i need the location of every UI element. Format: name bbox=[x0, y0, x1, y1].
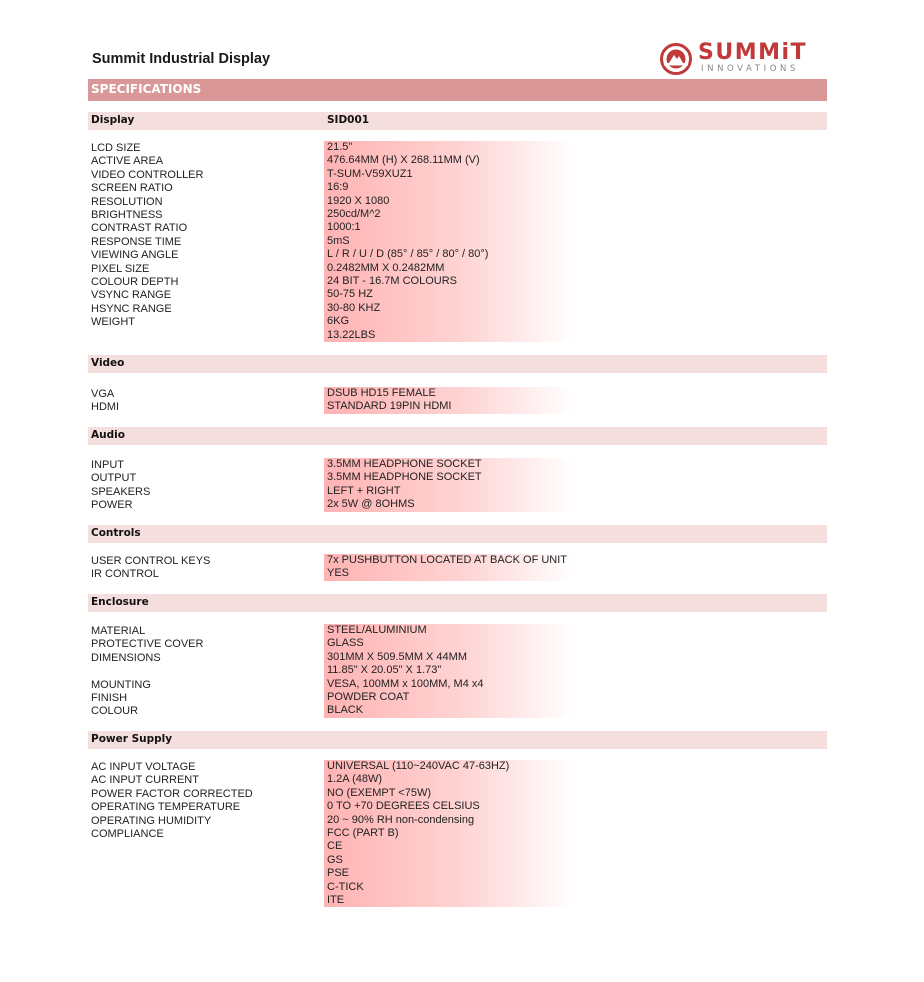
section-header-enclosure bbox=[88, 594, 827, 612]
spec-value: 7x PUSHBUTTON LOCATED AT BACK OF UNIT bbox=[327, 554, 568, 566]
spec-value: 20 ~ 90% RH non-condensing bbox=[327, 813, 475, 826]
spec-value: UNIVERSAL (110~240VAC 47-63HZ) bbox=[327, 760, 510, 772]
section-header-display bbox=[88, 112, 827, 130]
spec-label: FINISH bbox=[91, 692, 128, 704]
spec-value: STEEL/ALUMINIUM bbox=[327, 624, 427, 636]
spec-value: DSUB HD15 FEMALE bbox=[327, 387, 436, 399]
specifications-heading: SPECIFICATIONS bbox=[91, 82, 202, 96]
logo-subtext: INNOVATIONS bbox=[701, 64, 799, 74]
spec-label: BRIGHTNESS bbox=[91, 209, 163, 221]
spec-value: T-SUM-V59XUZ1 bbox=[327, 167, 413, 180]
spec-value: 13.22LBS bbox=[327, 328, 376, 341]
spec-label: OUTPUT bbox=[91, 472, 137, 485]
spec-label: MATERIAL bbox=[91, 625, 146, 637]
summit-logo bbox=[660, 42, 822, 76]
spec-value: 3.5MM HEADPHONE SOCKET bbox=[327, 471, 482, 484]
spec-value: STANDARD 19PIN HDMI bbox=[327, 400, 452, 413]
section-title: Audio bbox=[91, 429, 125, 441]
spec-value: CE bbox=[327, 840, 343, 853]
spec-value: 301MM X 509.5MM X 44MM bbox=[327, 650, 467, 663]
spec-label: POWER bbox=[91, 499, 133, 512]
model-number: SID001 bbox=[327, 114, 370, 126]
spec-label: VGA bbox=[91, 388, 115, 400]
section-title: Enclosure bbox=[91, 596, 149, 608]
spec-value: 11.85" X 20.05" X 1.73" bbox=[327, 664, 442, 677]
spec-value: VESA, 100MM x 100MM, M4 x4 bbox=[327, 677, 484, 690]
spec-label: OPERATING TEMPERATURE bbox=[91, 801, 241, 814]
spec-label: HSYNC RANGE bbox=[91, 302, 172, 315]
spec-label: COMPLIANCE bbox=[91, 828, 164, 840]
spec-value: 30-80 KHZ bbox=[327, 301, 381, 314]
spec-label: SCREEN RATIO bbox=[91, 182, 173, 195]
spec-label: VSYNC RANGE bbox=[91, 289, 172, 302]
spec-value: 0 TO +70 DEGREES CELSIUS bbox=[327, 800, 480, 813]
spec-label: WEIGHT bbox=[91, 316, 135, 329]
spec-label: ACTIVE AREA bbox=[91, 155, 164, 168]
spec-value: 1.2A (48W) bbox=[327, 773, 383, 786]
spec-label: PIXEL SIZE bbox=[91, 262, 150, 275]
spec-label: INPUT bbox=[91, 459, 124, 471]
section-title: Video bbox=[91, 357, 125, 369]
spec-value: GS bbox=[327, 853, 343, 866]
spec-value: C-TICK bbox=[327, 880, 364, 893]
section-title: Display bbox=[91, 114, 135, 126]
spec-value: ITE bbox=[327, 894, 345, 907]
spec-label: RESPONSE TIME bbox=[91, 235, 182, 248]
spec-value: 1920 X 1080 bbox=[327, 194, 390, 207]
spec-label: CONTRAST RATIO bbox=[91, 222, 188, 235]
spec-value: NO (EXEMPT <75W) bbox=[327, 786, 432, 799]
section-header-audio bbox=[88, 427, 827, 445]
spec-value-block bbox=[324, 458, 574, 512]
spec-value: 6KG bbox=[327, 315, 350, 328]
spec-label: HDMI bbox=[91, 401, 120, 414]
spec-label: VIDEO CONTROLLER bbox=[91, 168, 204, 181]
spec-value: 50-75 HZ bbox=[327, 288, 373, 301]
spec-label: POWER FACTOR CORRECTED bbox=[91, 787, 253, 800]
spec-value-block bbox=[324, 624, 574, 718]
spec-value-block bbox=[324, 554, 574, 581]
spec-value: 24 BIT - 16.7M COLOURS bbox=[327, 275, 458, 288]
spec-value: 3.5MM HEADPHONE SOCKET bbox=[327, 458, 482, 470]
document-title: Summit Industrial Display bbox=[92, 51, 271, 67]
spec-value: LEFT + RIGHT bbox=[327, 484, 401, 497]
spec-label: SPEAKERS bbox=[91, 485, 151, 498]
specifications-banner bbox=[88, 79, 827, 101]
spec-value: 16:9 bbox=[327, 181, 349, 194]
spec-value: 0.2482MM X 0.2482MM bbox=[327, 261, 445, 274]
spec-label: COLOUR DEPTH bbox=[91, 276, 179, 288]
spec-label: COLOUR bbox=[91, 705, 139, 718]
spec-value: 1000:1 bbox=[327, 221, 361, 234]
section-header-controls bbox=[88, 525, 827, 543]
spec-value: GLASS bbox=[327, 637, 364, 650]
spec-label: OPERATING HUMIDITY bbox=[91, 814, 212, 827]
spec-value: POWDER COAT bbox=[327, 691, 410, 704]
section-header-video bbox=[88, 355, 827, 373]
spec-value: 2x 5W @ 8OHMS bbox=[327, 498, 415, 511]
spec-value: BLACK bbox=[327, 704, 364, 717]
spec-label: LCD SIZE bbox=[91, 142, 141, 154]
spec-label: MOUNTING bbox=[91, 678, 151, 691]
spec-value-block bbox=[324, 387, 574, 414]
section-title: Controls bbox=[91, 527, 141, 539]
spec-value: 250cd/M^2 bbox=[327, 208, 381, 221]
spec-label: AC INPUT CURRENT bbox=[91, 774, 199, 787]
spec-value: 5mS bbox=[327, 234, 350, 247]
spec-value: YES bbox=[327, 567, 350, 580]
section-title: Power Supply bbox=[91, 733, 173, 745]
spec-value: FCC (PART B) bbox=[327, 827, 399, 840]
spec-label: DIMENSIONS bbox=[91, 651, 161, 664]
spec-value: PSE bbox=[327, 867, 350, 880]
spec-value-block bbox=[324, 141, 574, 342]
spec-label: PROTECTIVE COVER bbox=[91, 638, 204, 651]
spec-label: AC INPUT VOLTAGE bbox=[91, 761, 196, 773]
spec-value-block bbox=[324, 760, 574, 907]
spec-label: RESOLUTION bbox=[91, 195, 163, 208]
spec-label: USER CONTROL KEYS bbox=[91, 555, 211, 567]
logo-wordmark: SUMMiT bbox=[698, 40, 808, 65]
spec-label: VIEWING ANGLE bbox=[91, 249, 179, 262]
spec-value: 21.5" bbox=[327, 141, 353, 153]
summit-emblem-icon bbox=[660, 42, 694, 76]
spec-value: L / R / U / D (85° / 85° / 80° / 80°) bbox=[327, 248, 489, 261]
spec-label: IR CONTROL bbox=[91, 568, 159, 581]
spec-value: 476.64MM (H) X 268.11MM (V) bbox=[327, 154, 480, 167]
section-header-power-supply bbox=[88, 731, 827, 749]
